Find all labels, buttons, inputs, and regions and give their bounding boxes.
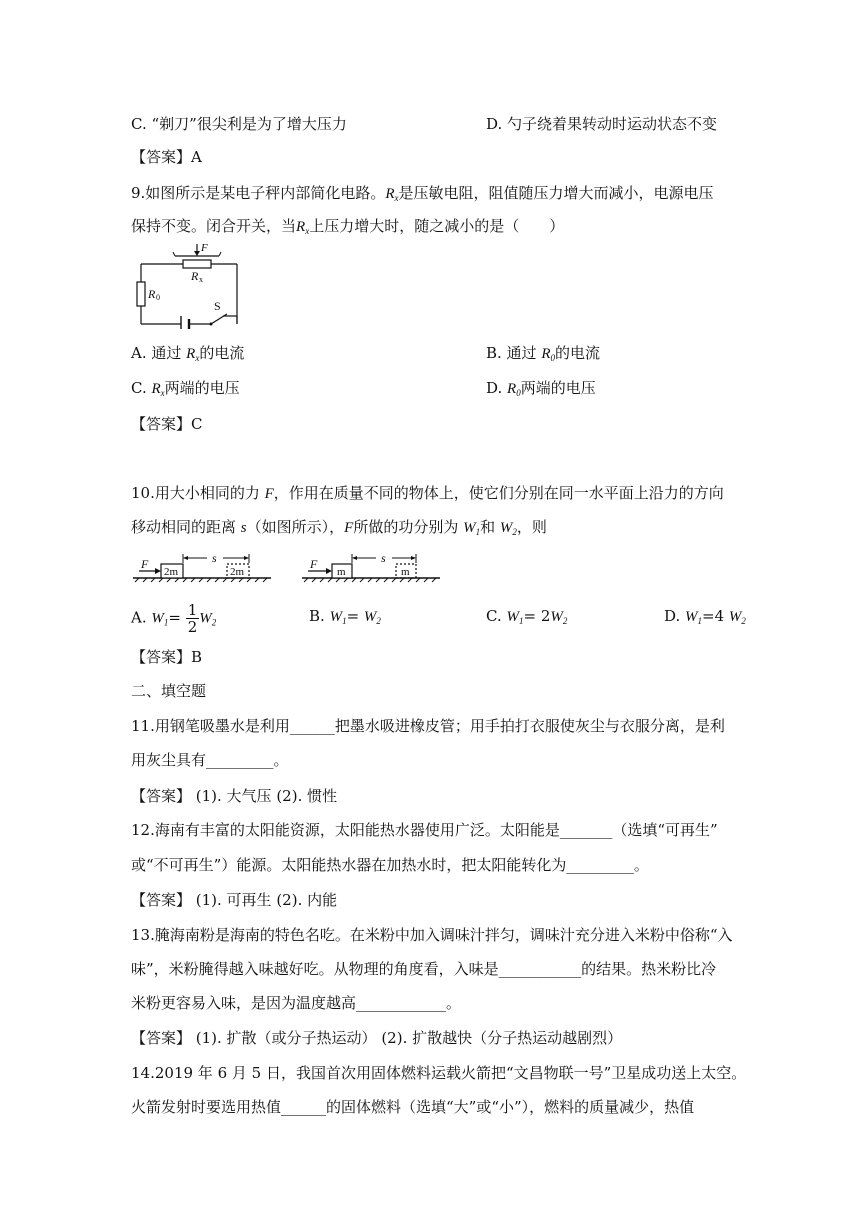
- q9-option-c: C. $R_x$两端的电压: [131, 379, 240, 398]
- q10-answer: 【答案】B: [131, 648, 203, 666]
- force-arrow-icon: [326, 568, 332, 574]
- section-title: 二、填空题: [131, 682, 207, 700]
- q9-option-b: B. 通过 $R_0$的电流: [486, 344, 601, 363]
- fig-label-r0-sub: 0: [156, 293, 160, 302]
- q9-stem-line1: 9.如图所示是某电子秤内部简化电路。$R_x$是压敏电阻，阻值随压力增大而减小，电源电压: [131, 184, 714, 203]
- q9-answer: 【答案】C: [131, 415, 203, 433]
- svg-text:m: m: [337, 566, 346, 578]
- fig-label-rx-sub: x: [199, 275, 203, 284]
- q10-option-d: D. $W_1=4$ $W_2$: [664, 607, 746, 626]
- r0-resistor: [137, 282, 145, 306]
- q12-answer: 【答案】 (1). 可再生 (2). 内能: [131, 891, 338, 909]
- q13-line2: 味”，米粉腌得越入味越好吃。从物理的角度看，入味是___________的结果。热米粉比冷: [131, 960, 717, 978]
- q8-option-c: C. “剃刀”很尖利是为了增大压力: [131, 115, 347, 133]
- svg-text:s: s: [212, 551, 217, 565]
- q9-circuit-diagram: [131, 244, 246, 329]
- fraction-one-half: $\frac{1}{2}$: [187, 601, 198, 636]
- fig-label-s: S: [214, 299, 221, 313]
- fig-label-f: F: [201, 244, 208, 254]
- q11-line2: 用灰尘具有_________。: [131, 751, 289, 769]
- svg-text:s: s: [381, 551, 386, 565]
- rx-resistor: [183, 260, 211, 268]
- q11-line1: 11.用钢笔吸墨水是利用______把墨水吸进橡皮管；用手拍打衣服使灰尘与衣服分离，是利: [131, 717, 725, 735]
- force-arrow-icon: [155, 568, 161, 574]
- fig-label-r0: R: [148, 287, 156, 301]
- q8-answer: 【答案】A: [131, 148, 202, 166]
- q11-answer: 【答案】 (1). 大气压 (2). 惯性: [131, 787, 338, 805]
- q14-line1: 14.2019 年 6 月 5 日，我国首次用固体燃料运载火箭把“文昌物联一号”卫星成功送上太空。: [131, 1064, 747, 1082]
- switch-icon: [211, 314, 227, 324]
- svg-text:m: m: [401, 566, 410, 578]
- svg-text:F: F: [310, 557, 318, 571]
- q9-option-d: D. $R_0$两端的电压: [486, 379, 596, 398]
- q10-figure-left: [131, 551, 276, 591]
- q13-line3: 米粉更容易入味，是因为温度越高____________。: [131, 994, 462, 1012]
- q10-stem-line1: 10.用大小相同的力 F，作用在质量不同的物体上，使它们分别在同一水平面上沿力的方向: [131, 484, 724, 502]
- fig-label-rx: R: [191, 269, 199, 283]
- q14-line2: 火箭发射时要选用热值______的固体燃料（选填“大”或“小”），燃料的质量减少，热值: [131, 1098, 695, 1116]
- q13-line1: 13.腌海南粉是海南的特色名吃。在米粉中加入调味汁拌匀，调味汁充分进入米粉中俗称“入: [131, 926, 733, 944]
- svg-text:2m: 2m: [164, 566, 179, 578]
- q12-line2: 或“不可再生”）能源。太阳能热水器在加热水时，把太阳能转化为_________。: [131, 856, 649, 874]
- q8-option-d: D. 勺子绕着果转动时运动状态不变: [486, 115, 718, 133]
- force-arrow-icon: [194, 251, 200, 256]
- q13-answer: 【答案】 (1). 扩散（或分子热运动） (2). 扩散越快（分子热运动越剧烈）: [131, 1029, 623, 1047]
- q10-figure-right: [300, 551, 445, 591]
- q10-stem-line2: 移动相同的距离 s（如图所示），F所做的功分别为 $W_1$和 $W_2$，则: [131, 518, 547, 537]
- q10-option-b: B. $W_1= W_2$: [309, 607, 381, 626]
- q10-option-a: A. $W_1=$ $\frac{1}{2}$ $W_2$: [131, 601, 217, 636]
- svg-text:F: F: [141, 557, 149, 571]
- q12-line1: 12.海南有丰富的太阳能资源，太阳能热水器使用广泛。太阳能是_______（选填“可再生”: [131, 821, 718, 839]
- q9-stem-line2: 保持不变。闭合开关，当$R_x$上压力增大时，随之减小的是（ ）: [131, 217, 565, 236]
- q9-option-a: A. 通过 $R_x$的电流: [131, 344, 245, 363]
- svg-text:2m: 2m: [230, 566, 245, 578]
- q10-option-c: C. $W_1= 2W_2$: [486, 607, 568, 626]
